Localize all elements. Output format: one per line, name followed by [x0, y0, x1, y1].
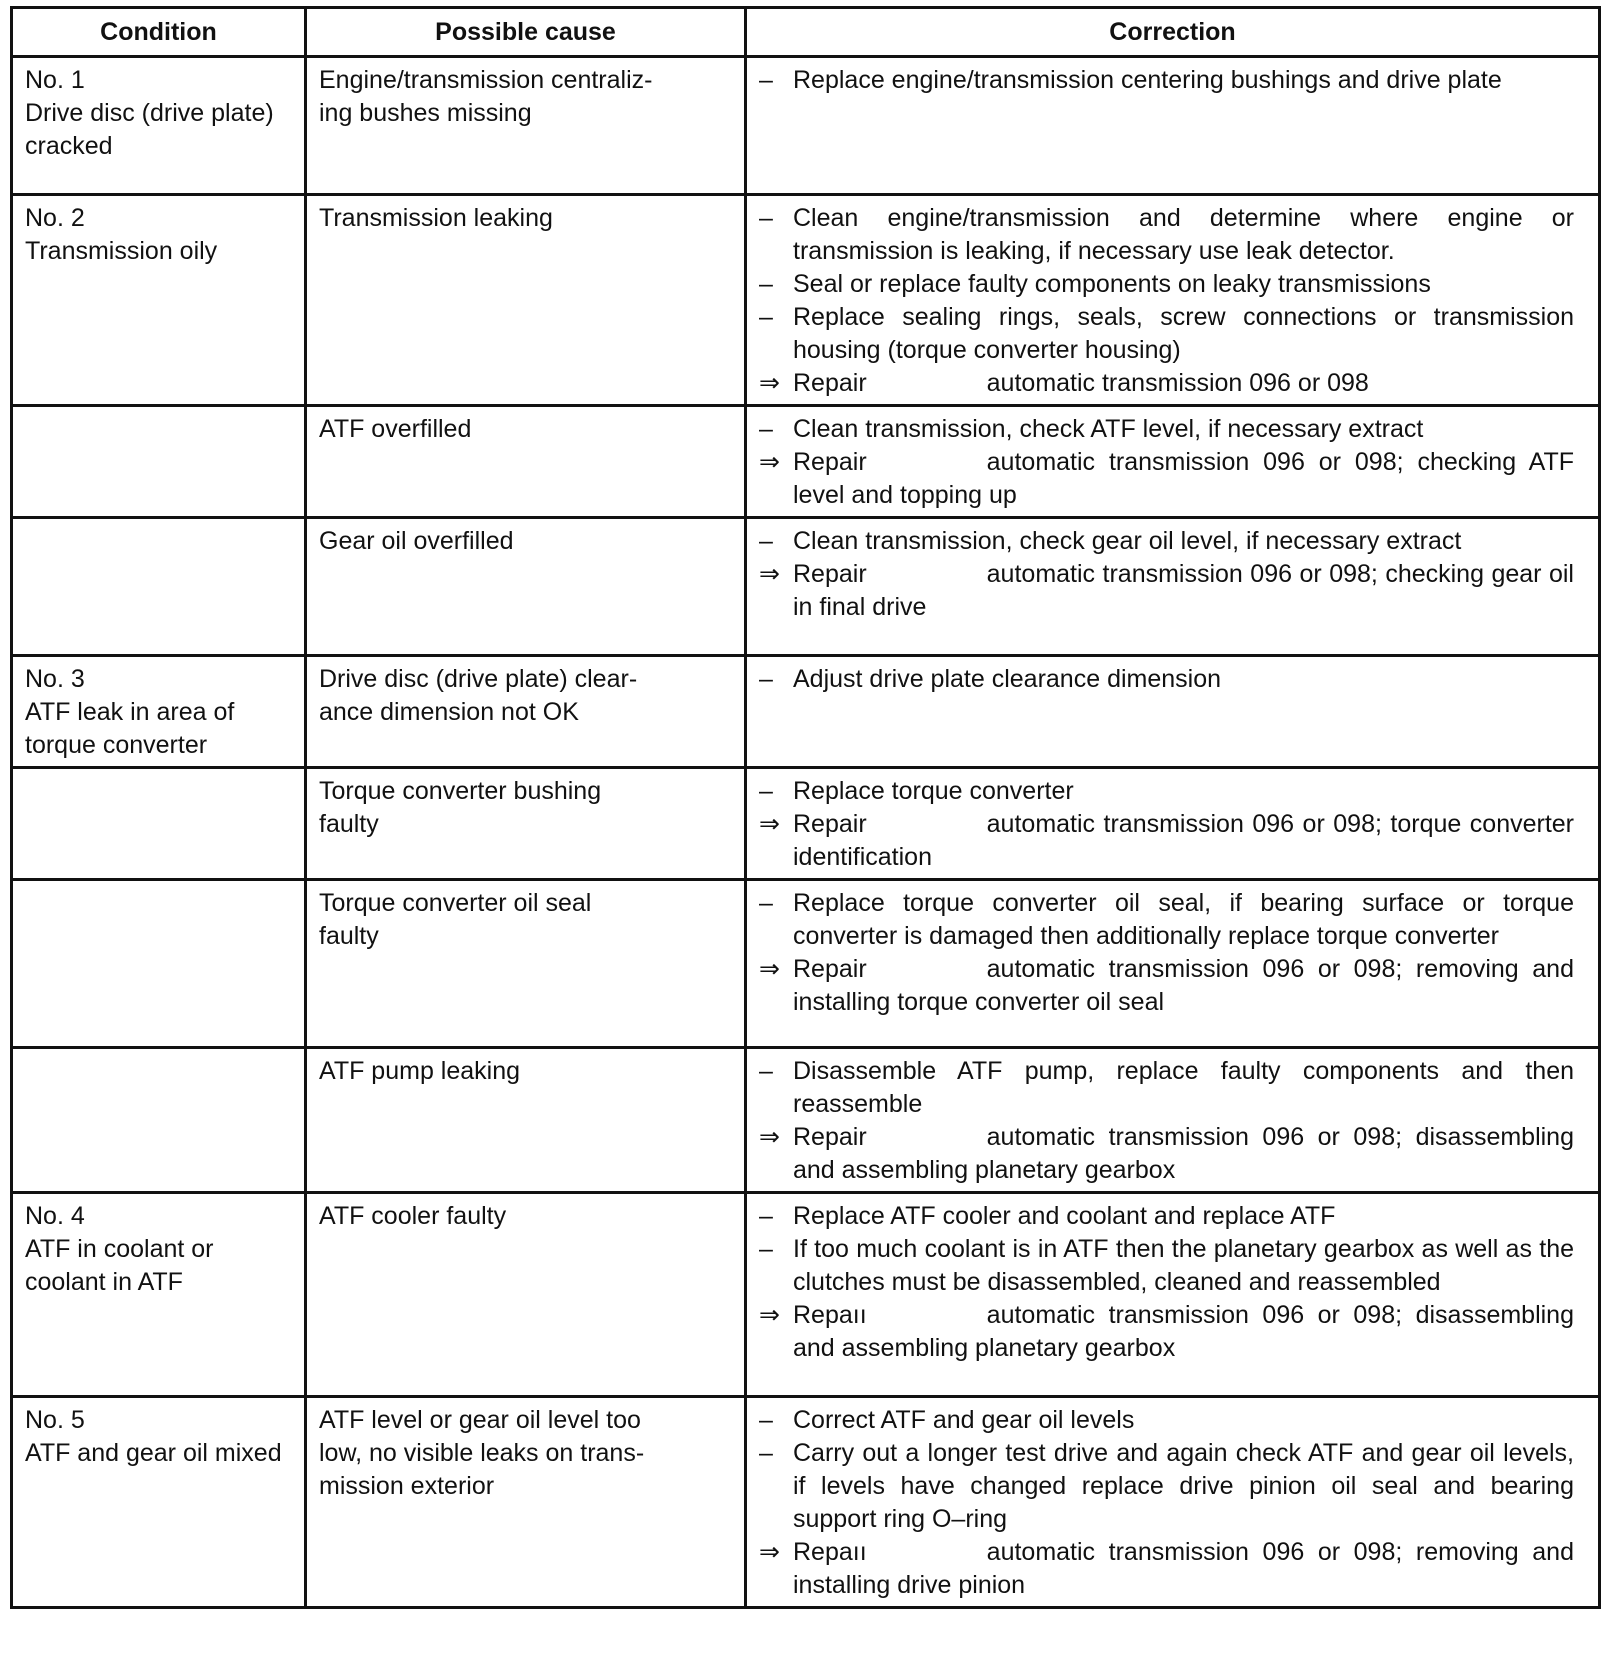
correction-text: Repair: [793, 810, 867, 838]
correction-cell: [746, 880, 1600, 1048]
condition-number: No. 2: [25, 204, 85, 232]
correction-list: [747, 202, 1588, 400]
possible-cause-text: Torque converter bushing faulty: [319, 777, 602, 838]
correction-cell: [746, 518, 1600, 656]
possible-cause-cell: [306, 1397, 746, 1608]
condition-cell: [12, 1048, 306, 1193]
condition-number: No. 1: [25, 66, 85, 94]
correction-text: Replace sealing rings, seals, screw connections or transmission housing (torque converter housing): [793, 303, 1574, 364]
table-row: [12, 656, 1600, 768]
correction-step: [747, 1200, 1588, 1233]
correction-cell: [746, 195, 1600, 406]
header-condition: Condition: [12, 8, 306, 57]
correction-list: [747, 525, 1588, 624]
correction-list: [747, 1200, 1588, 1365]
correction-reference-text: automatic transmission 096 or 098; disassembling and assembling planetary gearbox: [793, 1301, 1574, 1362]
correction-cell: [746, 656, 1600, 768]
correction-cell: [746, 406, 1600, 518]
header-row: [12, 8, 1600, 57]
table-row: [12, 57, 1600, 195]
correction-cell: [746, 1397, 1600, 1608]
possible-cause-cell: [306, 1193, 746, 1397]
correction-reference-text: automatic transmission 096 or 098; checking gear oil in final drive: [793, 560, 1574, 621]
correction-text: Replace torque converter: [793, 777, 1074, 805]
correction-step: [747, 1055, 1588, 1121]
arrow-icon: ⇒: [759, 1123, 780, 1151]
condition-number: No. 3: [25, 665, 85, 693]
correction-reference: [747, 1299, 1588, 1365]
table-row: [12, 195, 1600, 406]
table-row: [12, 1048, 1600, 1193]
dash-bullet: –: [759, 204, 773, 232]
correction-reference: [747, 808, 1588, 874]
troubleshooting-table: [10, 6, 1601, 1609]
arrow-icon: ⇒: [759, 1301, 780, 1329]
correction-text: Replace engine/transmission centering bushings and drive plate: [793, 66, 1502, 94]
possible-cause-cell: [306, 406, 746, 518]
correction-step: [747, 202, 1588, 268]
condition-number: No. 4: [25, 1202, 85, 1230]
correction-text: Repaıı: [793, 1301, 867, 1329]
correction-reference: [747, 446, 1588, 512]
correction-reference: [747, 1536, 1588, 1602]
table-row: [12, 518, 1600, 656]
dash-bullet: –: [759, 1202, 773, 1230]
correction-list: [747, 1404, 1588, 1602]
correction-reference: [747, 558, 1588, 624]
correction-text: Adjust drive plate clearance dimension: [793, 665, 1222, 693]
correction-reference: [747, 367, 1588, 400]
correction-step: [747, 64, 1588, 97]
condition-text: Drive disc (drive plate) cracked: [25, 99, 274, 160]
condition-cell: [12, 768, 306, 880]
arrow-icon: ⇒: [759, 955, 780, 983]
possible-cause-text: Transmission leaking: [319, 204, 553, 232]
correction-text: Repair: [793, 560, 867, 588]
condition-cell: [12, 57, 306, 195]
correction-cell: [746, 1193, 1600, 1397]
condition-cell: [12, 1193, 306, 1397]
correction-text: Clean engine/transmission and determine where engine or transmission is leaking, if necessary use leak detector.: [793, 204, 1574, 265]
condition-cell: [12, 518, 306, 656]
possible-cause-cell: [306, 195, 746, 406]
condition-cell: [12, 656, 306, 768]
correction-text: If too much coolant is in ATF then the planetary gearbox as well as the clutches must be disassembled, cleaned and reassembled: [793, 1235, 1574, 1296]
condition-cell: [12, 1397, 306, 1608]
correction-step: [747, 413, 1588, 446]
condition-text: ATF leak in area of torque converter: [25, 698, 235, 759]
correction-step: [747, 887, 1588, 953]
possible-cause-text: ATF overfilled: [319, 415, 472, 443]
possible-cause-text: Gear oil overfilled: [319, 527, 514, 555]
condition-cell: [12, 195, 306, 406]
correction-step: [747, 1404, 1588, 1437]
correction-text: Repair: [793, 369, 867, 397]
dash-bullet: –: [759, 777, 773, 805]
correction-reference-text: automatic transmission 096 or 098; torque converter identification: [793, 810, 1574, 871]
dash-bullet: –: [759, 1235, 773, 1263]
dash-bullet: –: [759, 1439, 773, 1467]
condition-cell: [12, 880, 306, 1048]
correction-text: Seal or replace faulty components on leaky transmissions: [793, 270, 1431, 298]
condition-number: No. 5: [25, 1406, 85, 1434]
dash-bullet: –: [759, 270, 773, 298]
header-possible-cause: Possible cause: [306, 8, 746, 57]
condition-text: ATF in coolant or coolant in ATF: [25, 1235, 214, 1296]
correction-text: Disassemble ATF pump, replace faulty components and then reassemble: [793, 1057, 1574, 1118]
correction-list: [747, 887, 1588, 1019]
arrow-icon: ⇒: [759, 560, 780, 588]
correction-reference-text: automatic transmission 096 or 098; removing and installing torque converter oil seal: [793, 955, 1574, 1016]
possible-cause-cell: [306, 518, 746, 656]
dash-bullet: –: [759, 889, 773, 917]
correction-text: Replace ATF cooler and coolant and replace ATF: [793, 1202, 1336, 1230]
correction-text: Replace torque converter oil seal, if bearing surface or torque converter is damaged then additionally replace torque converter: [793, 889, 1574, 950]
condition-text: ATF and gear oil mixed: [25, 1439, 282, 1467]
correction-cell: [746, 768, 1600, 880]
correction-list: [747, 64, 1588, 97]
correction-text: Clean transmission, check gear oil level, if necessary extract: [793, 527, 1462, 555]
correction-reference: [747, 953, 1588, 1019]
possible-cause-text: ATF cooler faulty: [319, 1202, 507, 1230]
possible-cause-text: Drive disc (drive plate) clear- ance dimension not OK: [319, 665, 638, 726]
correction-reference-text: automatic transmission 096 or 098; removing and installing drive pinion: [793, 1538, 1574, 1599]
correction-text: Carry out a longer test drive and again check ATF and gear oil levels, if levels have changed replace drive pinion oil seal and bearing support ring O–ring: [793, 1439, 1574, 1533]
correction-reference-text: automatic transmission 096 or 098; disassembling and assembling planetary gearbox: [793, 1123, 1574, 1184]
correction-list: [747, 413, 1588, 512]
condition-cell: [12, 406, 306, 518]
correction-reference-text: automatic transmission 096 or 098; checking ATF level and topping up: [793, 448, 1574, 509]
possible-cause-cell: [306, 656, 746, 768]
condition-text: Transmission oily: [25, 237, 218, 265]
table-row: [12, 406, 1600, 518]
dash-bullet: –: [759, 1057, 773, 1085]
correction-step: [747, 1233, 1588, 1299]
table-row: [12, 1397, 1600, 1608]
correction-text: Repair: [793, 1123, 867, 1151]
correction-step: [747, 775, 1588, 808]
correction-step: [747, 663, 1588, 696]
dash-bullet: –: [759, 1406, 773, 1434]
arrow-icon: ⇒: [759, 369, 780, 397]
arrow-icon: ⇒: [759, 448, 780, 476]
correction-step: [747, 1437, 1588, 1536]
dash-bullet: –: [759, 415, 773, 443]
possible-cause-cell: [306, 57, 746, 195]
possible-cause-text: ATF pump leaking: [319, 1057, 521, 1085]
correction-text: Repair: [793, 955, 867, 983]
correction-cell: [746, 1048, 1600, 1193]
dash-bullet: –: [759, 66, 773, 94]
table-row: [12, 768, 1600, 880]
correction-reference-text: automatic transmission 096 or 098: [986, 369, 1369, 397]
possible-cause-text: Engine/transmission centraliz- ing bushes missing: [319, 66, 653, 127]
correction-list: [747, 775, 1588, 874]
correction-list: [747, 1055, 1588, 1187]
possible-cause-text: ATF level or gear oil level too low, no visible leaks on trans- mission exterior: [319, 1406, 645, 1500]
dash-bullet: –: [759, 665, 773, 693]
table-row: [12, 880, 1600, 1048]
correction-step: [747, 525, 1588, 558]
possible-cause-cell: [306, 1048, 746, 1193]
correction-step: [747, 268, 1588, 301]
correction-reference: [747, 1121, 1588, 1187]
correction-cell: [746, 57, 1600, 195]
header-correction: Correction: [746, 8, 1600, 57]
correction-step: [747, 301, 1588, 367]
dash-bullet: –: [759, 303, 773, 331]
dash-bullet: –: [759, 527, 773, 555]
correction-text: Repair: [793, 448, 867, 476]
correction-text: Clean transmission, check ATF level, if necessary extract: [793, 415, 1424, 443]
possible-cause-cell: [306, 880, 746, 1048]
correction-text: Correct ATF and gear oil levels: [793, 1406, 1135, 1434]
correction-list: [747, 663, 1588, 696]
arrow-icon: ⇒: [759, 1538, 780, 1566]
possible-cause-text: Torque converter oil seal faulty: [319, 889, 592, 950]
correction-text: Repaıı: [793, 1538, 867, 1566]
table-body: [12, 57, 1600, 1608]
possible-cause-cell: [306, 768, 746, 880]
table-row: [12, 1193, 1600, 1397]
arrow-icon: ⇒: [759, 810, 780, 838]
